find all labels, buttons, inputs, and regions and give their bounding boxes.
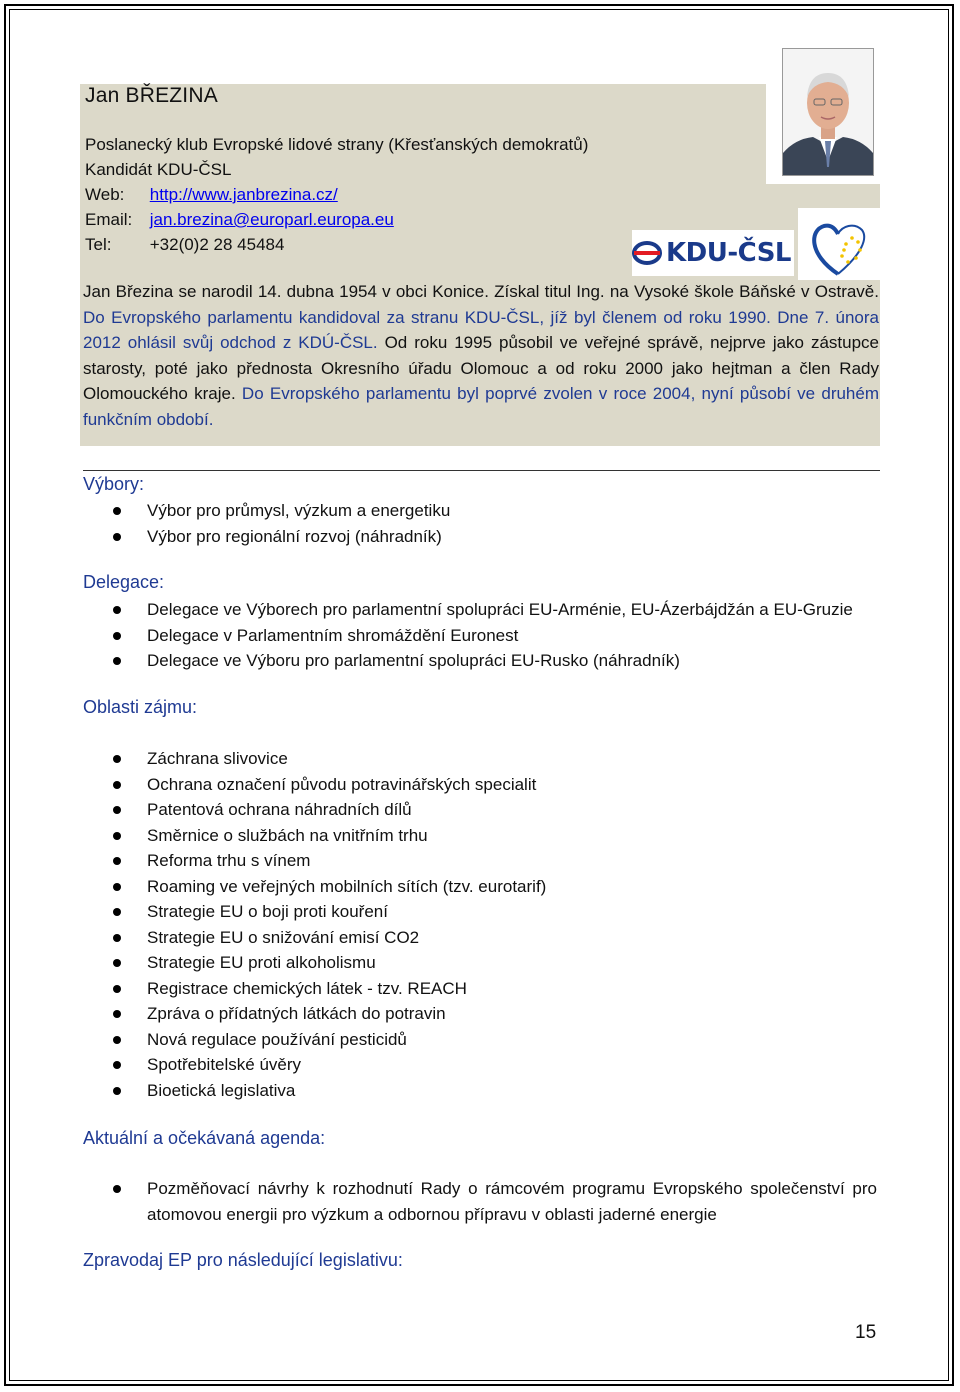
- portrait-photo: [782, 48, 874, 176]
- rapporteur-heading: Zpravodaj EP pro následující legislativu:: [83, 1250, 403, 1270]
- list-item: Výbor pro průmysl, výzkum a energetiku: [110, 498, 450, 524]
- bio-part-2: Do Evropského parlamentu kandidoval za stranu KDU-ČSL, jíž byl členem od roku 1990. Dne 7. února 2012 ohlásil svůj odchod z KDÚ-ČSL.: [83, 307, 879, 352]
- list-item: Zpráva o přídatných látkách do potravin: [110, 1001, 546, 1027]
- list-item: Delegace v Parlamentním shromáždění Euronest: [110, 623, 853, 649]
- web-label: Web:: [85, 185, 125, 204]
- bio-part-4: Do Evropského parlamentu byl poprvé zvolen v roce 2004, nyní působí ve druhém funkčním období.: [83, 384, 880, 429]
- list-item: Ochrana označení původu potravinářských specialit: [110, 772, 546, 798]
- email-line: [85, 210, 394, 230]
- list-item: Bioetická legislativa: [110, 1078, 546, 1104]
- mep-name: Jan BŘEZINA: [85, 84, 218, 107]
- list-item: Strategie EU o boji proti kouření: [110, 899, 546, 925]
- committees-heading: Výbory:: [83, 474, 145, 494]
- list-item: Spotřebitelské úvěry: [110, 1052, 546, 1078]
- epp-logo: [798, 208, 878, 280]
- list-item: Nová regulace používání pesticidů: [110, 1027, 546, 1053]
- list-item: Pozměňovací návrhy k rozhodnutí Rady o rámcovém programu Evropského společenství pro atomovou energii pro výzkum a odbornou přípravu v oblasti jaderné energie: [110, 1176, 877, 1227]
- agenda-heading: Aktuální a očekávaná agenda:: [83, 1128, 326, 1148]
- email-link[interactable]: jan.brezina@europarl.europa.eu: [149, 210, 394, 229]
- interests-heading: Oblasti zájmu:: [83, 697, 198, 717]
- delegations-list: [110, 597, 853, 674]
- bio-part-1: Jan Březina se narodil 14. dubna 1954 v obci Konice. Získal titul Ing. na Vysoké škole Báňské v Ostravě.: [83, 282, 879, 301]
- web-line: [85, 185, 338, 205]
- delegations-heading: Delegace:: [83, 572, 165, 592]
- list-item: Záchrana slivovice: [110, 746, 546, 772]
- party-logo-text: KDU-ČSL: [666, 238, 791, 268]
- list-item: Roaming ve veřejných mobilních sítích (tzv. eurotarif): [110, 874, 546, 900]
- agenda-list: [110, 1176, 877, 1227]
- tel-line: [85, 235, 284, 255]
- list-item: Reforma trhu s vínem: [110, 848, 546, 874]
- list-item: Delegace ve Výborech pro parlamentní spolupráci EU-Arménie, EU-Ázerbájdžán a EU-Gruzie: [110, 597, 853, 623]
- list-item: Strategie EU proti alkoholismu: [110, 950, 546, 976]
- biography: [83, 279, 879, 432]
- page-number: 15: [855, 1322, 877, 1343]
- interests-list: [110, 746, 546, 1103]
- heart-stars-icon: [798, 208, 878, 280]
- list-item: Výbor pro regionální rozvoj (náhradník): [110, 524, 450, 550]
- party-logo: [632, 230, 794, 276]
- party-logo-icon: [632, 238, 662, 268]
- web-link[interactable]: http://www.janbrezina.cz/: [149, 185, 338, 204]
- political-group: Poslanecký klub Evropské lidové strany (Křesťanských demokratů): [85, 135, 589, 154]
- list-item: Registrace chemických látek - tzv. REACH: [110, 976, 546, 1002]
- list-item: Strategie EU o snižování emisí CO2: [110, 925, 546, 951]
- tel-label: Tel:: [85, 235, 112, 254]
- list-item: Směrnice o službách na vnitřním trhu: [110, 823, 546, 849]
- bio-part-3: Od roku 1995 působil ve veřejné správě, nejprve jako zástupce starosty, poté jako přednosta Okresního úřadu Olomouc a od roku 2000 jako hejtman a člen Rady Olomouckého kraje.: [83, 333, 879, 403]
- email-label: Email:: [85, 210, 133, 229]
- tel-value: +32(0)2 28 45484: [149, 235, 285, 254]
- list-item: Delegace ve Výboru pro parlamentní spolupráci EU-Rusko (náhradník): [110, 648, 853, 674]
- divider: [83, 470, 880, 471]
- committees-list: [110, 498, 450, 549]
- candidate-line: Kandidát KDU-ČSL: [85, 160, 232, 179]
- list-item: Patentová ochrana náhradních dílů: [110, 797, 546, 823]
